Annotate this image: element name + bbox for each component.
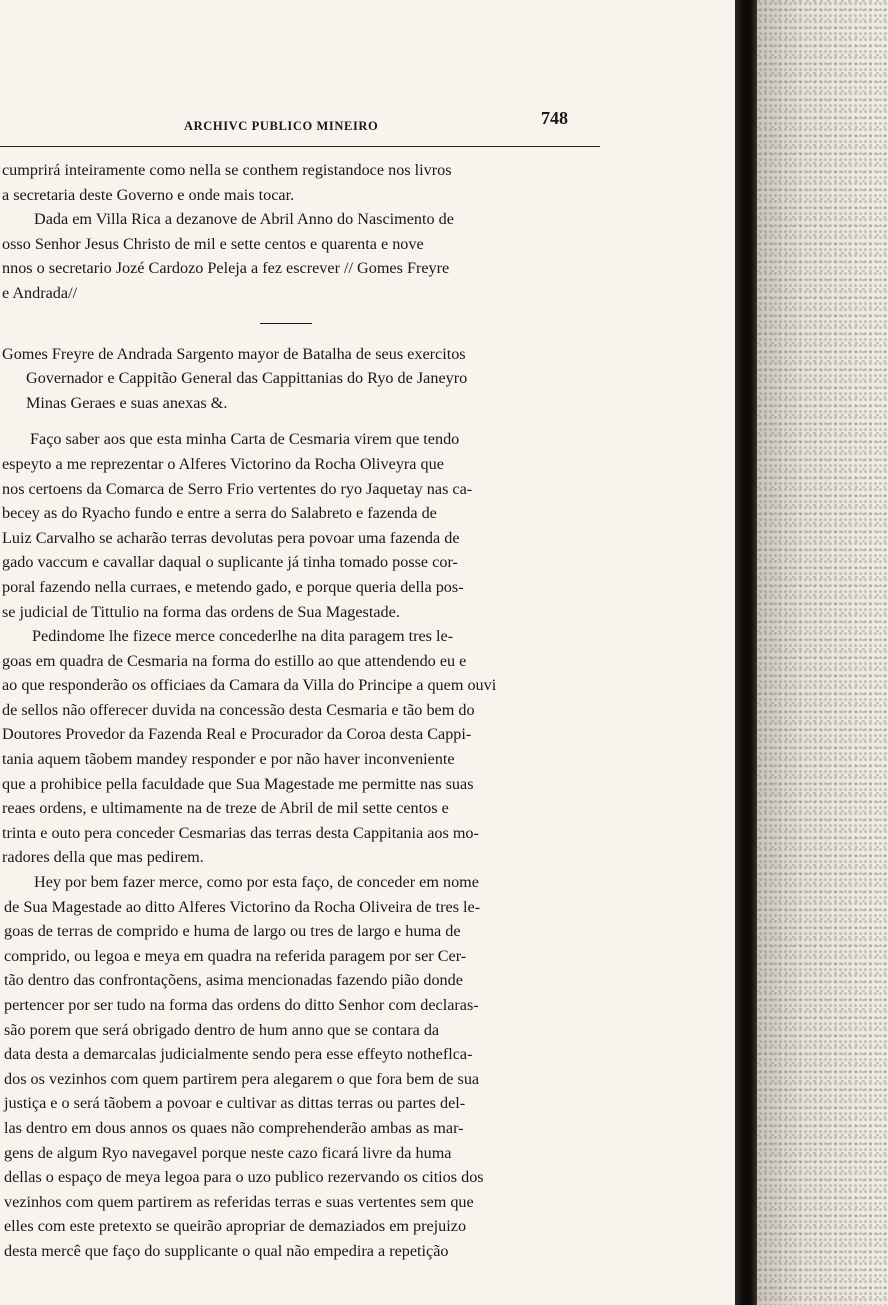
text-line: pertencer por ser tudo na forma das ordens do ditto Senhor com declaras-	[4, 996, 479, 1014]
text-line: nnos o secretario Jozé Cardozo Peleja a fez escrever // Gomes Freyre	[2, 259, 450, 278]
text-line: Pedindome lhe fizece merce concederlhe na dita paragem tres le-	[32, 627, 454, 646]
text-line: gado vaccum e cavallar daqual o suplicante já tinha tomado posse cor-	[2, 553, 458, 572]
text-line: Gomes Freyre de Andrada Sargento mayor de Batalha de seus exercitos	[2, 344, 466, 363]
page-number: 748	[541, 108, 568, 128]
text-line: Minas Geraes e suas anexas &.	[26, 393, 228, 412]
text-line: goas em quadra de Cesmaria na forma do estillo ao que attendendo eu e	[2, 651, 467, 670]
text-line: que a prohibice pella faculdade que Sua Magestade me permitte nas suas	[2, 774, 474, 793]
text-line: dellas o espaço de meya legoa para o uzo publico rezervando os citios dos	[4, 1168, 484, 1187]
facing-page-edge	[757, 0, 888, 1305]
text-line: Luiz Carvalho se acharão terras devolutas pera povoar uma fazenda de	[2, 528, 460, 547]
text-line: data desta a demarcalas judicialmente sendo pera esse effeyto notheflca-	[4, 1045, 473, 1064]
running-title: ARCHIVC PUBLICO MINEIRO	[184, 119, 379, 133]
text-line: tania aquem tãobem mandey responder e por não haver inconveniente	[2, 750, 455, 769]
book-spine-shadow	[735, 0, 757, 1305]
text-line: dos os vezinhos com quem partirem pera alegarem o que fora bem de sua	[4, 1069, 480, 1088]
text-line: e Andrada//	[2, 283, 78, 302]
text-line: vezinhos com quem partirem as referidas terras e suas vertentes sem que	[4, 1192, 474, 1211]
section-divider	[260, 323, 312, 324]
text-line: são porem que será obrigado dentro de hum anno que se contara da	[4, 1020, 440, 1039]
text-line: cumprirá inteiramente como nella se conthem registandoce nos livros	[2, 161, 452, 179]
text-line: osso Senhor Jesus Christo de mil e sette centos e quarenta e nove	[2, 234, 424, 253]
text-line: comprido, ou legoa e meya em quadra na referida paragem por ser Cer-	[4, 946, 467, 965]
text-line: Hey por bem fazer merce, como por esta faço, de conceder em nome	[34, 873, 479, 892]
header-rule	[0, 146, 600, 147]
text-line: desta mercê que faço do supplicante o qual não empedira a repetição	[4, 1241, 449, 1260]
text-line: Dada em Villa Rica a dezanove de Abril Anno do Nascimento de	[34, 210, 454, 229]
text-line: nos certoens da Comarca de Serro Frio vertentes do ryo Jaquetay nas ca-	[2, 479, 473, 498]
text-line: elles com este pretexto se queirão apropriar de demaziados em prejuizo	[4, 1217, 467, 1236]
page-header	[0, 108, 600, 146]
text-line: trinta e outo pera conceder Cesmarias das terras desta Cappitania aos mo-	[2, 823, 479, 842]
text-line: se judicial de Tittulio na forma das ordens de Sua Magestade.	[2, 602, 400, 621]
text-line: poral fazendo nella curraes, e metendo gado, e porque queria della pos-	[2, 577, 464, 596]
text-line: a secretaria deste Governo e onde mais tocar.	[2, 185, 295, 204]
text-line: de Sua Magestade ao ditto Alferes Victorino da Rocha Oliveira de tres le-	[4, 897, 481, 916]
text-line: Governador e Cappitão General das Cappittanias do Ryo de Janeyro	[26, 369, 468, 388]
text-line: tão dentro das confrontaçõens, asima mencionadas fazendo pião donde	[4, 971, 463, 990]
text-line: radores della que mas pedirem.	[2, 848, 204, 867]
text-line: las dentro em dous annos os quaes não comprehenderão ambas as mar-	[4, 1118, 464, 1137]
text-line: goas de terras de comprido e huma de largo ou tres de largo e huma de	[4, 922, 461, 941]
text-line: reaes ordens, e ultimamente na de treze de Abril de mil sette centos e	[2, 799, 449, 818]
text-line: de sellos não offerecer duvida na concessão desta Cesmaria e tão bem do	[2, 700, 475, 719]
text-line: gens de algum Ryo navegavel porque neste cazo ficará livre da huma	[4, 1143, 452, 1162]
text-line: justiça e o será tãobem a povoar e cultivar as dittas terras ou partes del-	[4, 1094, 466, 1113]
text-line: espeyto a me reprezentar o Alferes Victorino da Rocha Oliveyra que	[2, 454, 444, 473]
text-line: ao que responderão os officiaes da Camara da Villa do Principe a quem ouvi	[2, 676, 497, 695]
text-line: Doutores Provedor da Fazenda Real e Procurador da Coroa desta Cappi-	[2, 725, 472, 744]
text-line: becey as do Ryacho fundo e entre a serra do Salabreto e fazenda de	[2, 504, 437, 523]
text-line: Faço saber aos que esta minha Carta de Cesmaria virem que tendo	[30, 430, 460, 449]
